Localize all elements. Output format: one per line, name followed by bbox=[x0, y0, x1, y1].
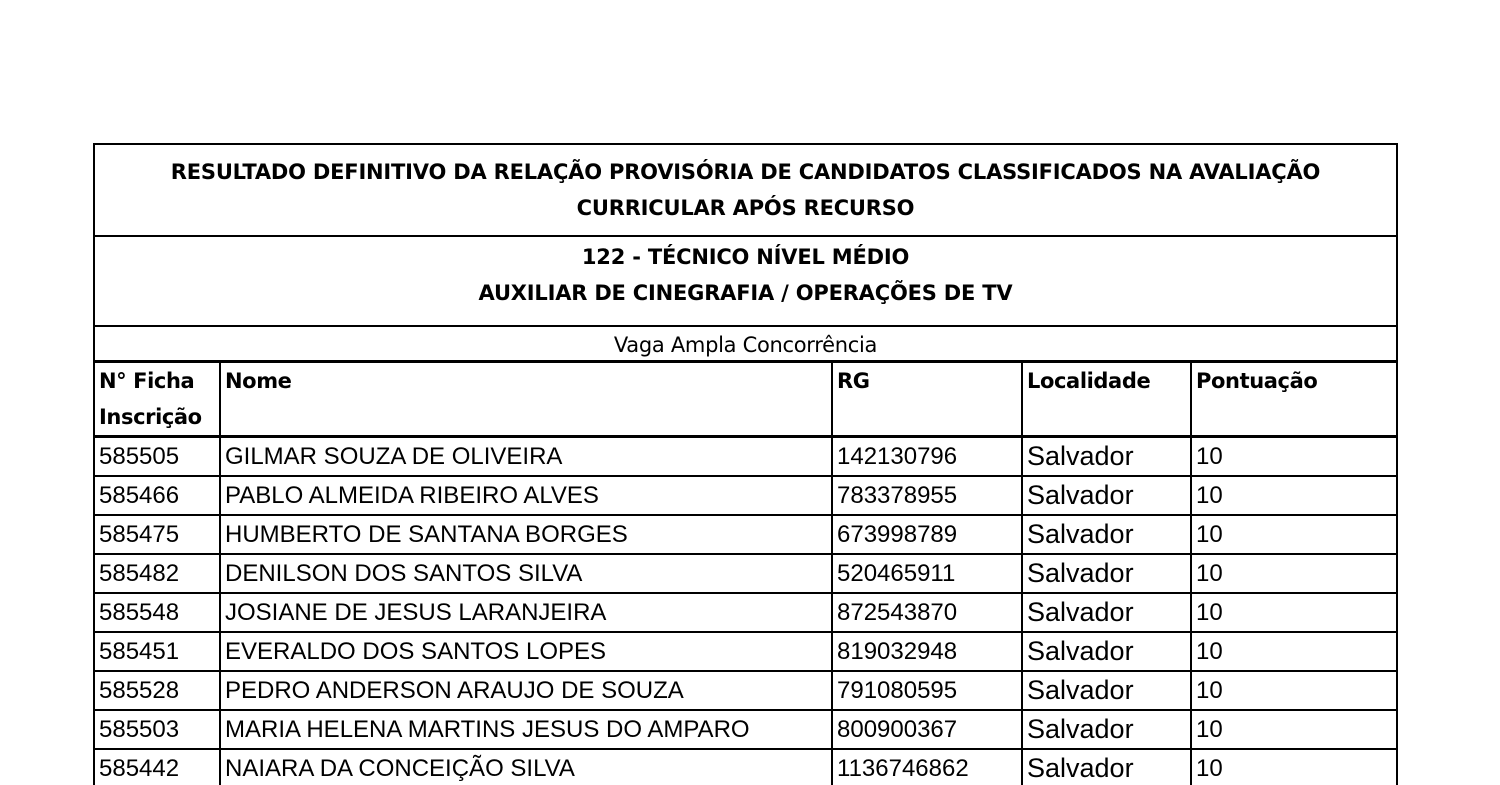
cell-localidade: Salvador bbox=[1022, 554, 1191, 593]
cell-nome: NAIARA DA CONCEIÇÃO SILVA bbox=[220, 749, 832, 785]
cell-rg: 791080595 bbox=[832, 671, 1022, 710]
cell-ficha: 585482 bbox=[95, 554, 220, 593]
table-row bbox=[95, 749, 1396, 785]
cell-pontuacao: 10 bbox=[1191, 554, 1396, 593]
cell-localidade: Salvador bbox=[1022, 671, 1191, 710]
table-row bbox=[95, 554, 1396, 593]
col-header-rg: RG bbox=[832, 363, 1022, 437]
title-line-2: CURRICULAR APÓS RECURSO bbox=[576, 196, 915, 220]
cell-pontuacao: 10 bbox=[1191, 749, 1396, 785]
results-sheet bbox=[93, 143, 1398, 785]
cell-ficha: 585466 bbox=[95, 476, 220, 515]
cell-localidade: Salvador bbox=[1022, 476, 1191, 515]
role-code: 122 - TÉCNICO NÍVEL MÉDIO bbox=[581, 245, 910, 269]
col-header-localidade: Localidade bbox=[1022, 363, 1191, 437]
cell-rg: 1136746862 bbox=[832, 749, 1022, 785]
cell-nome: EVERALDO DOS SANTOS LOPES bbox=[220, 632, 832, 671]
table-row bbox=[95, 671, 1396, 710]
cell-nome: PEDRO ANDERSON ARAUJO DE SOUZA bbox=[220, 671, 832, 710]
cell-nome: DENILSON DOS SANTOS SILVA bbox=[220, 554, 832, 593]
cell-localidade: Salvador bbox=[1022, 710, 1191, 749]
table-row bbox=[95, 437, 1396, 477]
title-line-1: RESULTADO DEFINITIVO DA RELAÇÃO PROVISÓRIA DE CANDIDATOS CLASSIFICADOS NA AVALIAÇÃO bbox=[170, 160, 1321, 184]
cell-pontuacao: 10 bbox=[1191, 593, 1396, 632]
cell-ficha: 585442 bbox=[95, 749, 220, 785]
cell-pontuacao: 10 bbox=[1191, 515, 1396, 554]
cell-localidade: Salvador bbox=[1022, 749, 1191, 785]
cell-nome: HUMBERTO DE SANTANA BORGES bbox=[220, 515, 832, 554]
cell-rg: 872543870 bbox=[832, 593, 1022, 632]
cell-pontuacao: 10 bbox=[1191, 632, 1396, 671]
cell-pontuacao: 10 bbox=[1191, 710, 1396, 749]
cell-rg: 783378955 bbox=[832, 476, 1022, 515]
cell-ficha: 585528 bbox=[95, 671, 220, 710]
cell-ficha: 585475 bbox=[95, 515, 220, 554]
table-row bbox=[95, 710, 1396, 749]
cell-nome: MARIA HELENA MARTINS JESUS DO AMPARO bbox=[220, 710, 832, 749]
cell-pontuacao: 10 bbox=[1191, 437, 1396, 477]
cell-localidade: Salvador bbox=[1022, 632, 1191, 671]
candidates-table bbox=[95, 363, 1396, 785]
table-row bbox=[95, 515, 1396, 554]
cell-pontuacao: 10 bbox=[1191, 476, 1396, 515]
cell-nome: PABLO ALMEIDA RIBEIRO ALVES bbox=[220, 476, 832, 515]
cell-nome: JOSIANE DE JESUS LARANJEIRA bbox=[220, 593, 832, 632]
document-title bbox=[95, 145, 1396, 237]
cell-ficha: 585548 bbox=[95, 593, 220, 632]
table-header-row bbox=[95, 363, 1396, 437]
col-header-nome: Nome bbox=[220, 363, 832, 437]
role-heading bbox=[95, 237, 1396, 327]
cell-localidade: Salvador bbox=[1022, 593, 1191, 632]
cell-rg: 800900367 bbox=[832, 710, 1022, 749]
col-header-ficha: N° Ficha Inscrição bbox=[95, 363, 220, 437]
col-header-pontuacao: Pontuação bbox=[1191, 363, 1396, 437]
cell-rg: 142130796 bbox=[832, 437, 1022, 477]
cell-ficha: 585451 bbox=[95, 632, 220, 671]
cell-ficha: 585505 bbox=[95, 437, 220, 477]
table-row bbox=[95, 593, 1396, 632]
table-body bbox=[95, 437, 1396, 785]
role-name: AUXILIAR DE CINEGRAFIA / OPERAÇÕES DE TV bbox=[478, 281, 1013, 305]
cell-pontuacao: 10 bbox=[1191, 671, 1396, 710]
table-row bbox=[95, 476, 1396, 515]
cell-rg: 673998789 bbox=[832, 515, 1022, 554]
cell-rg: 520465911 bbox=[832, 554, 1022, 593]
cell-ficha: 585503 bbox=[95, 710, 220, 749]
cell-localidade: Salvador bbox=[1022, 515, 1191, 554]
table-row bbox=[95, 632, 1396, 671]
cell-nome: GILMAR SOUZA DE OLIVEIRA bbox=[220, 437, 832, 477]
vaga-label: Vaga Ampla Concorrência bbox=[95, 327, 1396, 363]
cell-localidade: Salvador bbox=[1022, 437, 1191, 477]
cell-rg: 819032948 bbox=[832, 632, 1022, 671]
